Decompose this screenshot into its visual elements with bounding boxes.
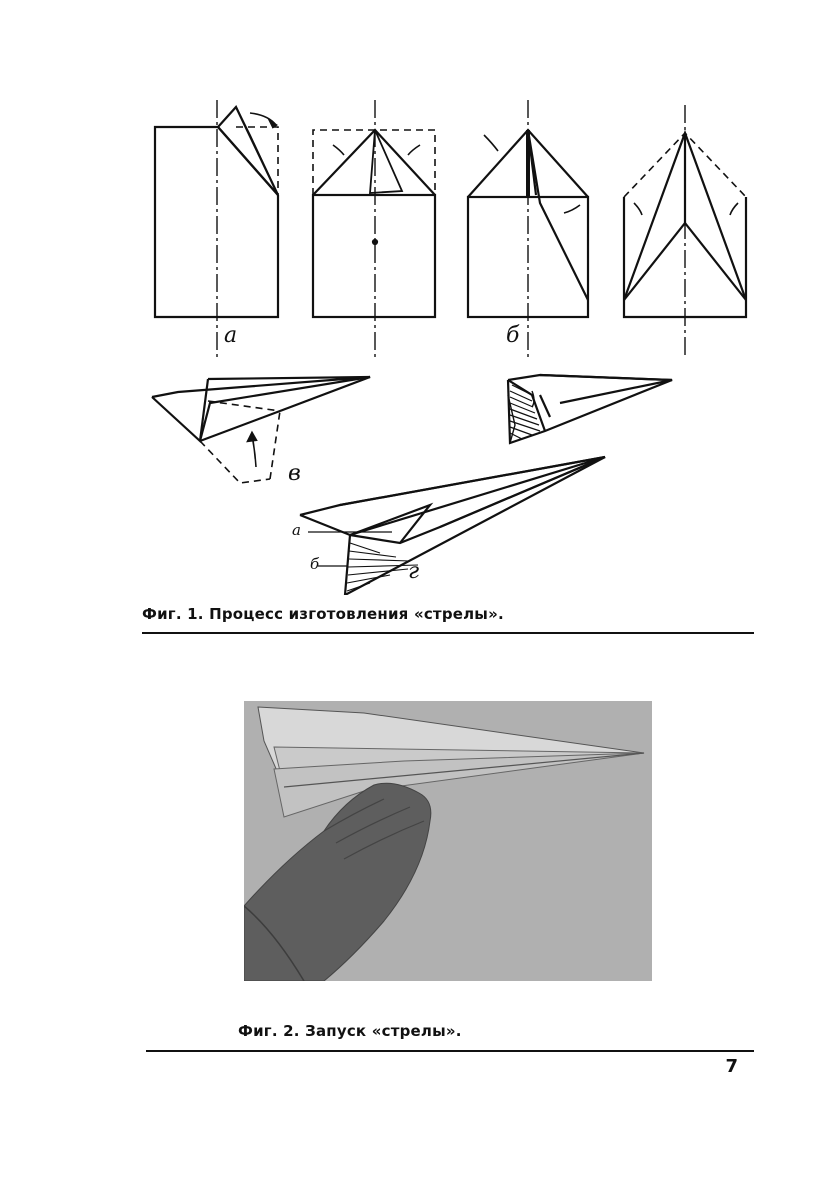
- step-b-sheet: [313, 100, 435, 357]
- step-label-g: г: [408, 559, 420, 584]
- part-label-a: а: [292, 521, 301, 539]
- step-g-plane: [300, 457, 605, 595]
- step-label-a: а: [224, 323, 238, 348]
- step-label-b: б: [506, 323, 520, 348]
- divider-rule-2: [146, 1050, 754, 1052]
- launch-photo-illustration: [244, 701, 652, 981]
- step-b2-sheet: [468, 100, 588, 357]
- figure-2-caption: Фиг. 2. Запуск «стрелы».: [238, 1022, 462, 1040]
- step-b3-sheet: [624, 105, 746, 357]
- step-v2-plane: [508, 375, 672, 443]
- figure-1-folding-diagram: [140, 95, 760, 595]
- step-v-plane: [152, 377, 370, 483]
- page-number: 7: [725, 1056, 738, 1077]
- figure-1-caption: Фиг. 1. Процесс изготовления «стрелы».: [142, 605, 504, 623]
- step-a-sheet: [155, 100, 278, 357]
- figure-2-photo: [244, 701, 652, 981]
- part-label-b: б: [310, 555, 320, 573]
- divider-rule-1: [142, 632, 754, 634]
- step-label-v: в: [288, 461, 301, 486]
